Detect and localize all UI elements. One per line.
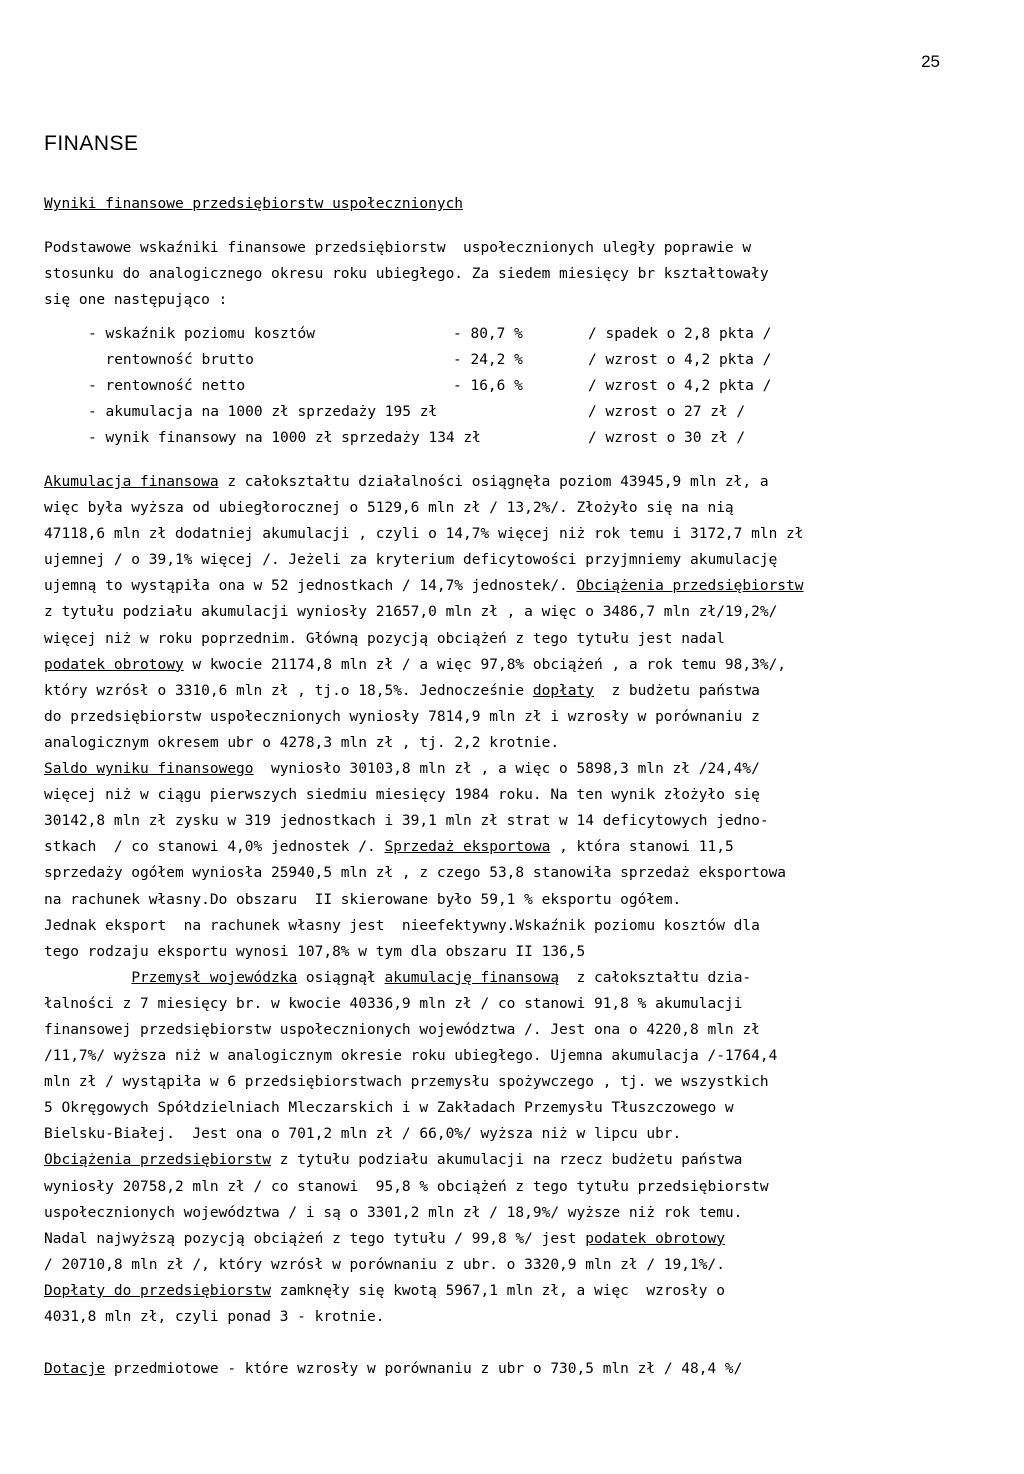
- line-text: przedmiotowe - które wzrosły w porównaniu z ubr o 730,5 mln zł / 48,4 %/: [105, 1361, 743, 1378]
- line-text: wyniosło 30103,8 mln zł , a więc o 5898,3 mln zł /24,4%/: [253, 761, 760, 778]
- line-text: z budżetu państwa: [593, 682, 760, 699]
- body-line: [44, 1356, 984, 1382]
- line-text: w kwocie 21174,8 mln zł / a więc 97,8% obciążeń , a rok temu 98,3%/,: [183, 656, 787, 673]
- indicator-row: [88, 378, 988, 404]
- underlined-term: Saldo wyniku finansowego: [44, 761, 254, 778]
- subheading: Wyniki finansowe przedsiębiorstw uspołecznionych: [44, 196, 464, 212]
- indicator-label: rentowność brutto: [88, 352, 254, 368]
- indicator-row: [88, 352, 988, 378]
- body-line: [44, 756, 984, 782]
- indicator-label: - rentowność netto: [88, 378, 246, 394]
- underlined-term: Przemysł wojewódzka: [131, 969, 298, 986]
- line-text: więc była wyższa od ubiegłorocznej o 5129,6 mln zł / 13,2%/. Złożyło się na nią: [44, 500, 734, 517]
- body-line: [44, 704, 984, 730]
- intro-line: się one następująco :: [44, 292, 228, 308]
- line-text: Nadal najwyższą pozycją obciążeń z tego tytułu / 99,8 %/ jest: [44, 1230, 586, 1247]
- line-text: więcej niż w ciągu pierwszych siedmiu miesięcy 1984 roku. Na ten wynik złożyło się: [44, 787, 760, 804]
- body-line: [44, 782, 984, 808]
- body-line: [44, 652, 984, 678]
- line-text: wyniosły 20758,2 mln zł / co stanowi 95,8 % obciążeń z tego tytułu przedsiębiorstw: [44, 1178, 769, 1195]
- body-line: [44, 1147, 984, 1173]
- page-number: 25: [921, 52, 940, 71]
- line-text: , która stanowi 11,5: [550, 839, 734, 856]
- indicator-change: / wzrost o 4,2 pkta /: [588, 352, 772, 368]
- indicators-list: [88, 326, 988, 456]
- underlined-term: podatek obrotowy: [44, 656, 184, 673]
- body-line: [44, 1304, 984, 1330]
- body-line: [44, 939, 984, 965]
- line-text: do przedsiębiorstw uspołecznionych wyniosły 7814,9 mln zł i wzrosły w porównaniu z: [44, 708, 760, 725]
- line-text: finansowej przedsiębiorstw uspołecznionych województwa /. Jest ona o 4220,8 mln zł: [44, 1021, 760, 1038]
- body-line: [44, 1252, 984, 1278]
- indicator-value: - 16,6 %: [453, 378, 523, 394]
- line-text: z całokształtu działalności osiągnęła poziom 43945,9 mln zł, a: [218, 474, 769, 490]
- line-text: więcej niż w roku poprzednim. Główną pozycją obciążeń z tego tytułu jest nadal: [44, 630, 725, 647]
- underlined-term: dopłaty: [532, 682, 594, 699]
- underlined-term: Dopłaty do przedsiębiorstw: [44, 1282, 271, 1299]
- line-text: zamknęły się kwotą 5967,1 mln zł, a więc wzrosły o: [270, 1282, 725, 1299]
- line-text: z tytułu podziału akumulacji wyniosły 21657,0 mln zł , a więc o 3486,7 mln zł/19,2%/: [44, 604, 778, 621]
- body-line: [44, 1278, 984, 1304]
- body-line: [44, 1069, 984, 1095]
- body-line: [44, 626, 984, 652]
- intro-paragraph: [44, 235, 994, 313]
- body-line: [44, 573, 984, 599]
- indicator-row: [88, 326, 988, 352]
- line-text: 47118,6 mln zł dodatniej akumulacji , czyli o 14,7% więcej niż rok temu i 3172,7 mln zł: [44, 526, 804, 543]
- body-line: [44, 887, 984, 913]
- indicator-change: / wzrost o 4,2 pkta /: [588, 378, 772, 394]
- intro-line: stosunku do analogicznego okresu roku ubiegłego. Za siedem miesięcy br kształtowały: [44, 266, 769, 282]
- body-line: [44, 991, 984, 1017]
- line-text: 4031,8 mln zł, czyli ponad 3 - krotnie.: [44, 1309, 385, 1325]
- line-text: analogicznym okresem ubr o 4278,3 mln zł , tj. 2,2 krotnie.: [44, 734, 560, 751]
- line-text: Jednak eksport na rachunek własny jest nieefektywny.Wskaźnik poziomu kosztów dla: [44, 917, 760, 934]
- body-line: [44, 1017, 984, 1043]
- body-line: [44, 1043, 984, 1069]
- line-text: 5 Okręgowych Spółdzielniach Mleczarskich i w Zakładach Przemysłu Tłuszczowego w: [44, 1100, 734, 1117]
- indicator-row: [88, 430, 988, 456]
- underlined-term: akumulację finansową: [384, 969, 560, 986]
- indicator-label: - wskaźnik poziomu kosztów: [88, 326, 315, 342]
- body-line: [44, 1330, 984, 1356]
- intro-line: Podstawowe wskaźniki finansowe przedsiębiorstw uspołecznionych uległy poprawie w: [44, 240, 752, 256]
- body-line: [44, 730, 984, 756]
- line-text: z całokształtu dzia-: [559, 969, 752, 986]
- body-line: [44, 965, 984, 991]
- body-line: [44, 913, 984, 939]
- indicator-change: / wzrost o 27 zł /: [588, 404, 746, 420]
- body-line: [44, 678, 984, 704]
- section-title: FINANSE: [44, 132, 139, 155]
- line-text: mln zł / wystąpiła w 6 przedsiębiorstwach przemysłu spożywczego , tj. we wszystkich: [44, 1074, 769, 1091]
- line-text: [44, 970, 131, 986]
- body-line: [44, 521, 984, 547]
- indicator-change: / wzrost o 30 zł /: [588, 430, 746, 446]
- indicator-value: - 80,7 %: [453, 326, 523, 342]
- line-text: sprzedaży ogółem wyniosła 25940,5 mln zł , z czego 53,8 stanowiła sprzedaż eksportowa: [44, 865, 787, 882]
- body-line: [44, 1200, 984, 1226]
- underlined-term: Dotacje: [44, 1361, 106, 1378]
- body-line: [44, 834, 984, 860]
- line-text: osiągnął: [297, 969, 385, 986]
- indicator-label: - wynik finansowy na 1000 zł sprzedaży 134 zł: [88, 430, 481, 446]
- indicator-change: / spadek o 2,8 pkta /: [588, 326, 772, 342]
- underlined-term: Obciążenia przedsiębiorstw: [44, 1152, 271, 1169]
- line-text: /11,7%/ wyższa niż w analogicznym okresie roku ubiegłego. Ujemna akumulacja /-1764,4: [44, 1048, 778, 1065]
- body-line: [44, 599, 984, 625]
- body-line: [44, 495, 984, 521]
- body-line: [44, 1121, 984, 1147]
- body-line: [44, 1174, 984, 1200]
- line-text: ujemną to wystąpiła ona w 52 jednostkach / 14,7% jednostek/.: [44, 578, 577, 595]
- underlined-term: Akumulacja finansowa: [44, 474, 219, 490]
- line-text: Bielsku-Białej. Jest ona o 701,2 mln zł / 66,0%/ wyższa niż w lipcu ubr.: [44, 1126, 682, 1143]
- underlined-term: Sprzedaż eksportowa: [384, 839, 551, 856]
- line-text: łalności z 7 miesięcy br. w kwocie 40336,9 mln zł / co stanowi 91,8 % akumulacji: [44, 995, 743, 1012]
- line-text: tego rodzaju eksportu wynosi 107,8% w tym dla obszaru II 136,5: [44, 943, 586, 960]
- indicator-value: - 24,2 %: [453, 352, 523, 368]
- body-line: [44, 808, 984, 834]
- body-line: [44, 860, 984, 886]
- line-text: 30142,8 mln zł zysku w 319 jednostkach i 39,1 mln zł strat w 14 deficytowych jedno-: [44, 813, 769, 830]
- body-text: [44, 469, 984, 1382]
- body-line: [44, 1095, 984, 1121]
- line-text: który wzrósł o 3310,6 mln zł , tj.o 18,5%. Jednocześnie: [44, 682, 533, 699]
- line-text: na rachunek własny.Do obszaru II skierowane było 59,1 % eksportu ogółem.: [44, 891, 682, 908]
- body-line: [44, 469, 984, 495]
- underlined-term: Obciążenia przedsiębiorstw: [576, 578, 804, 595]
- line-text: ujemnej / o 39,1% więcej /. Jeżeli za kryterium deficytowości przyjmniemy akumulację: [44, 552, 778, 569]
- line-text: stkach / co stanowi 4,0% jednostek /.: [44, 839, 385, 856]
- line-text: / 20710,8 mln zł /, który wzrósł w porównaniu z ubr. o 3320,9 mln zł / 19,1%/.: [44, 1256, 725, 1273]
- line-text: uspołecznionych województwa / i są o 3301,2 mln zł / 18,9%/ wyższe niż rok temu.: [44, 1204, 743, 1221]
- indicator-label: - akumulacja na 1000 zł sprzedaży 195 zł: [88, 404, 438, 420]
- line-text: z tytułu podziału akumulacji na rzecz budżetu państwa: [270, 1152, 743, 1169]
- underlined-term: podatek obrotowy: [585, 1230, 725, 1247]
- body-line: [44, 547, 984, 573]
- indicator-row: [88, 404, 988, 430]
- body-line: [44, 1226, 984, 1252]
